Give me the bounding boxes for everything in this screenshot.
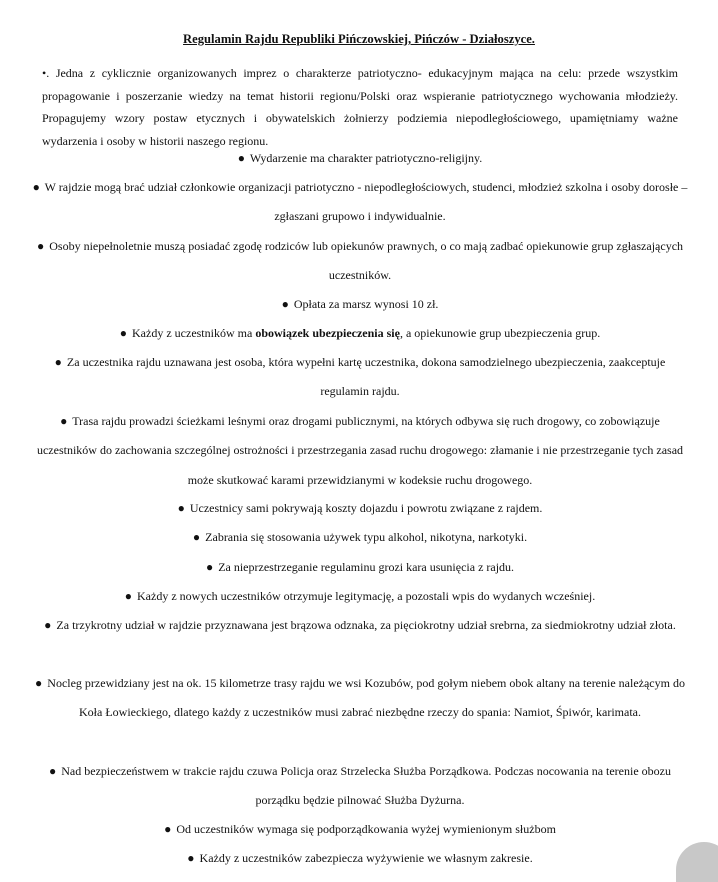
- rule-item: [30, 232, 690, 291]
- rule-text: Każdy z uczestników zabezpiecza wyżywienie we własnym zakresie.: [199, 851, 533, 865]
- bullet-icon: ●: [237, 151, 246, 165]
- rule-text: Za nieprzestrzeganie regulaminu grozi kara usunięcia z rajdu.: [218, 560, 515, 574]
- rule-text: Każdy z nowych uczestników otrzymuje legitymację, a pozostali wpis do wydanych wcześniej.: [137, 589, 596, 603]
- rule-text: Opłata za marsz wynosi 10 zł.: [293, 297, 439, 311]
- rule-item: [30, 844, 690, 873]
- bullet-icon: ●: [44, 618, 52, 632]
- rule-item: [30, 523, 690, 552]
- rule-text: Nocleg przewidziany jest na ok. 15 kilometrze trasy rajdu we wsi Kozubów, pod gołym niebem obok altany na terenie należącym do Koła Łowieckiego, dlatego każdy z uczestników musi zabrać niezbędne rzeczy do spania: Namiot, Śpiwór, karimata.: [47, 676, 685, 720]
- rule-item: [30, 290, 690, 319]
- bullet-icon: ●: [187, 851, 195, 865]
- rule-text: Od uczestników wymaga się podporządkowania wyżej wymienionym służbom: [176, 822, 556, 836]
- bullet-icon: ●: [32, 180, 40, 194]
- bullet-icon: ●: [164, 822, 172, 836]
- rule-item: [30, 757, 690, 816]
- document-title: Regulamin Rajdu Republiki Pińczowskiej, Pińczów - Działoszyce.: [183, 32, 535, 46]
- rule-item: [30, 582, 690, 611]
- rule-item: [30, 144, 690, 173]
- bullet-icon: ●: [124, 589, 133, 603]
- bullet-icon: ●: [36, 239, 45, 253]
- rule-item: [30, 669, 690, 728]
- rule-text-before: Każdy z uczestników ma: [132, 326, 256, 340]
- rule-text: Nad bezpieczeństwem w trakcie rajdu czuwa Policja oraz Strzelecka Służba Porządkowa. Podczas nocowania na terenie obozu porządku będzie pilnować Służba Dyżurna.: [61, 764, 671, 808]
- bullet-icon: ●: [177, 501, 185, 515]
- rule-text: Osoby niepełnoletnie muszą posiadać zgodę rodziców lub opiekunów prawnych, o co mają zadbać opiekunowie grup zgłaszających uczestników.: [49, 239, 684, 283]
- rule-text: W rajdzie mogą brać udział członkowie organizacji patriotyczno - niepodległościowych, studenci, młodzież szkolna i osoby dorosłe – zgłaszani grupowo i indywidualnie.: [44, 180, 688, 224]
- bullet-icon: ●: [49, 764, 57, 778]
- rule-item: [30, 319, 690, 348]
- bullet-icon: ●: [205, 560, 214, 574]
- rule-item: [30, 553, 690, 582]
- rule-text-after: , a opiekunowie grup ubezpieczenia grup.: [399, 326, 601, 340]
- rule-item: [30, 815, 690, 844]
- rule-item: [30, 173, 690, 232]
- bullet-icon: ●: [119, 326, 128, 340]
- bullet-icon: ●: [281, 297, 289, 311]
- rule-item: [30, 407, 690, 495]
- rule-text: Uczestnicy sami pokrywają koszty dojazdu i powrotu związane z rajdem.: [189, 501, 543, 515]
- bullet-icon: ●: [192, 530, 201, 544]
- bullet-icon: ●: [35, 676, 43, 690]
- rule-item: [30, 611, 690, 640]
- rule-text: Za uczestnika rajdu uznawana jest osoba, która wypełni kartę uczestnika, dokona samodzielnego ubezpieczenia, zaakceptuje regulamin rajdu.: [66, 355, 666, 399]
- rule-text: Wydarzenie ma charakter patriotyczno-religijny.: [249, 151, 483, 165]
- bullet-icon: ●: [60, 414, 68, 428]
- rule-text-bold: obowiązek ubezpieczenia się: [255, 326, 400, 340]
- intro-paragraph: •. Jedna z cyklicznie organizowanych imprez o charakterze patriotyczno- edukacyjnym mająca na celu: przede wszystkim propagowanie i poszerzanie wiedzy na temat historii regionu/Polski oraz wspieranie patriotycznego wychowania młodzieży. Propagujemy wzory postaw etycznych i obywatelskich żołnierzy podziemia niepodległościowego, upamiętniamy ważne wydarzenia i osoby w historii naszego regionu.: [42, 66, 678, 148]
- rule-item: [30, 494, 690, 523]
- rule-text: Za trzykrotny udział w rajdzie przyznawana jest brązowa odznaka, za pięciokrotny udział srebrna, za siedmiokrotny udział złota.: [56, 618, 676, 632]
- rule-text: Zabrania się stosowania używek typu alkohol, nikotyna, narkotyki.: [205, 530, 528, 544]
- rule-item: [30, 348, 690, 407]
- bullet-icon: ●: [54, 355, 62, 369]
- rule-text: Trasa rajdu prowadzi ścieżkami leśnymi oraz drogami publicznymi, na których odbywa się ruch drogowy, co zobowiązuje uczestników do zachowania szczególnej ostrożności i przestrzegania zasad ruchu drogowego: złamanie i nie przestrzeganie tych zasad może skutkować karami przewidzianymi w kodeksie ruchu drogowego.: [36, 414, 684, 487]
